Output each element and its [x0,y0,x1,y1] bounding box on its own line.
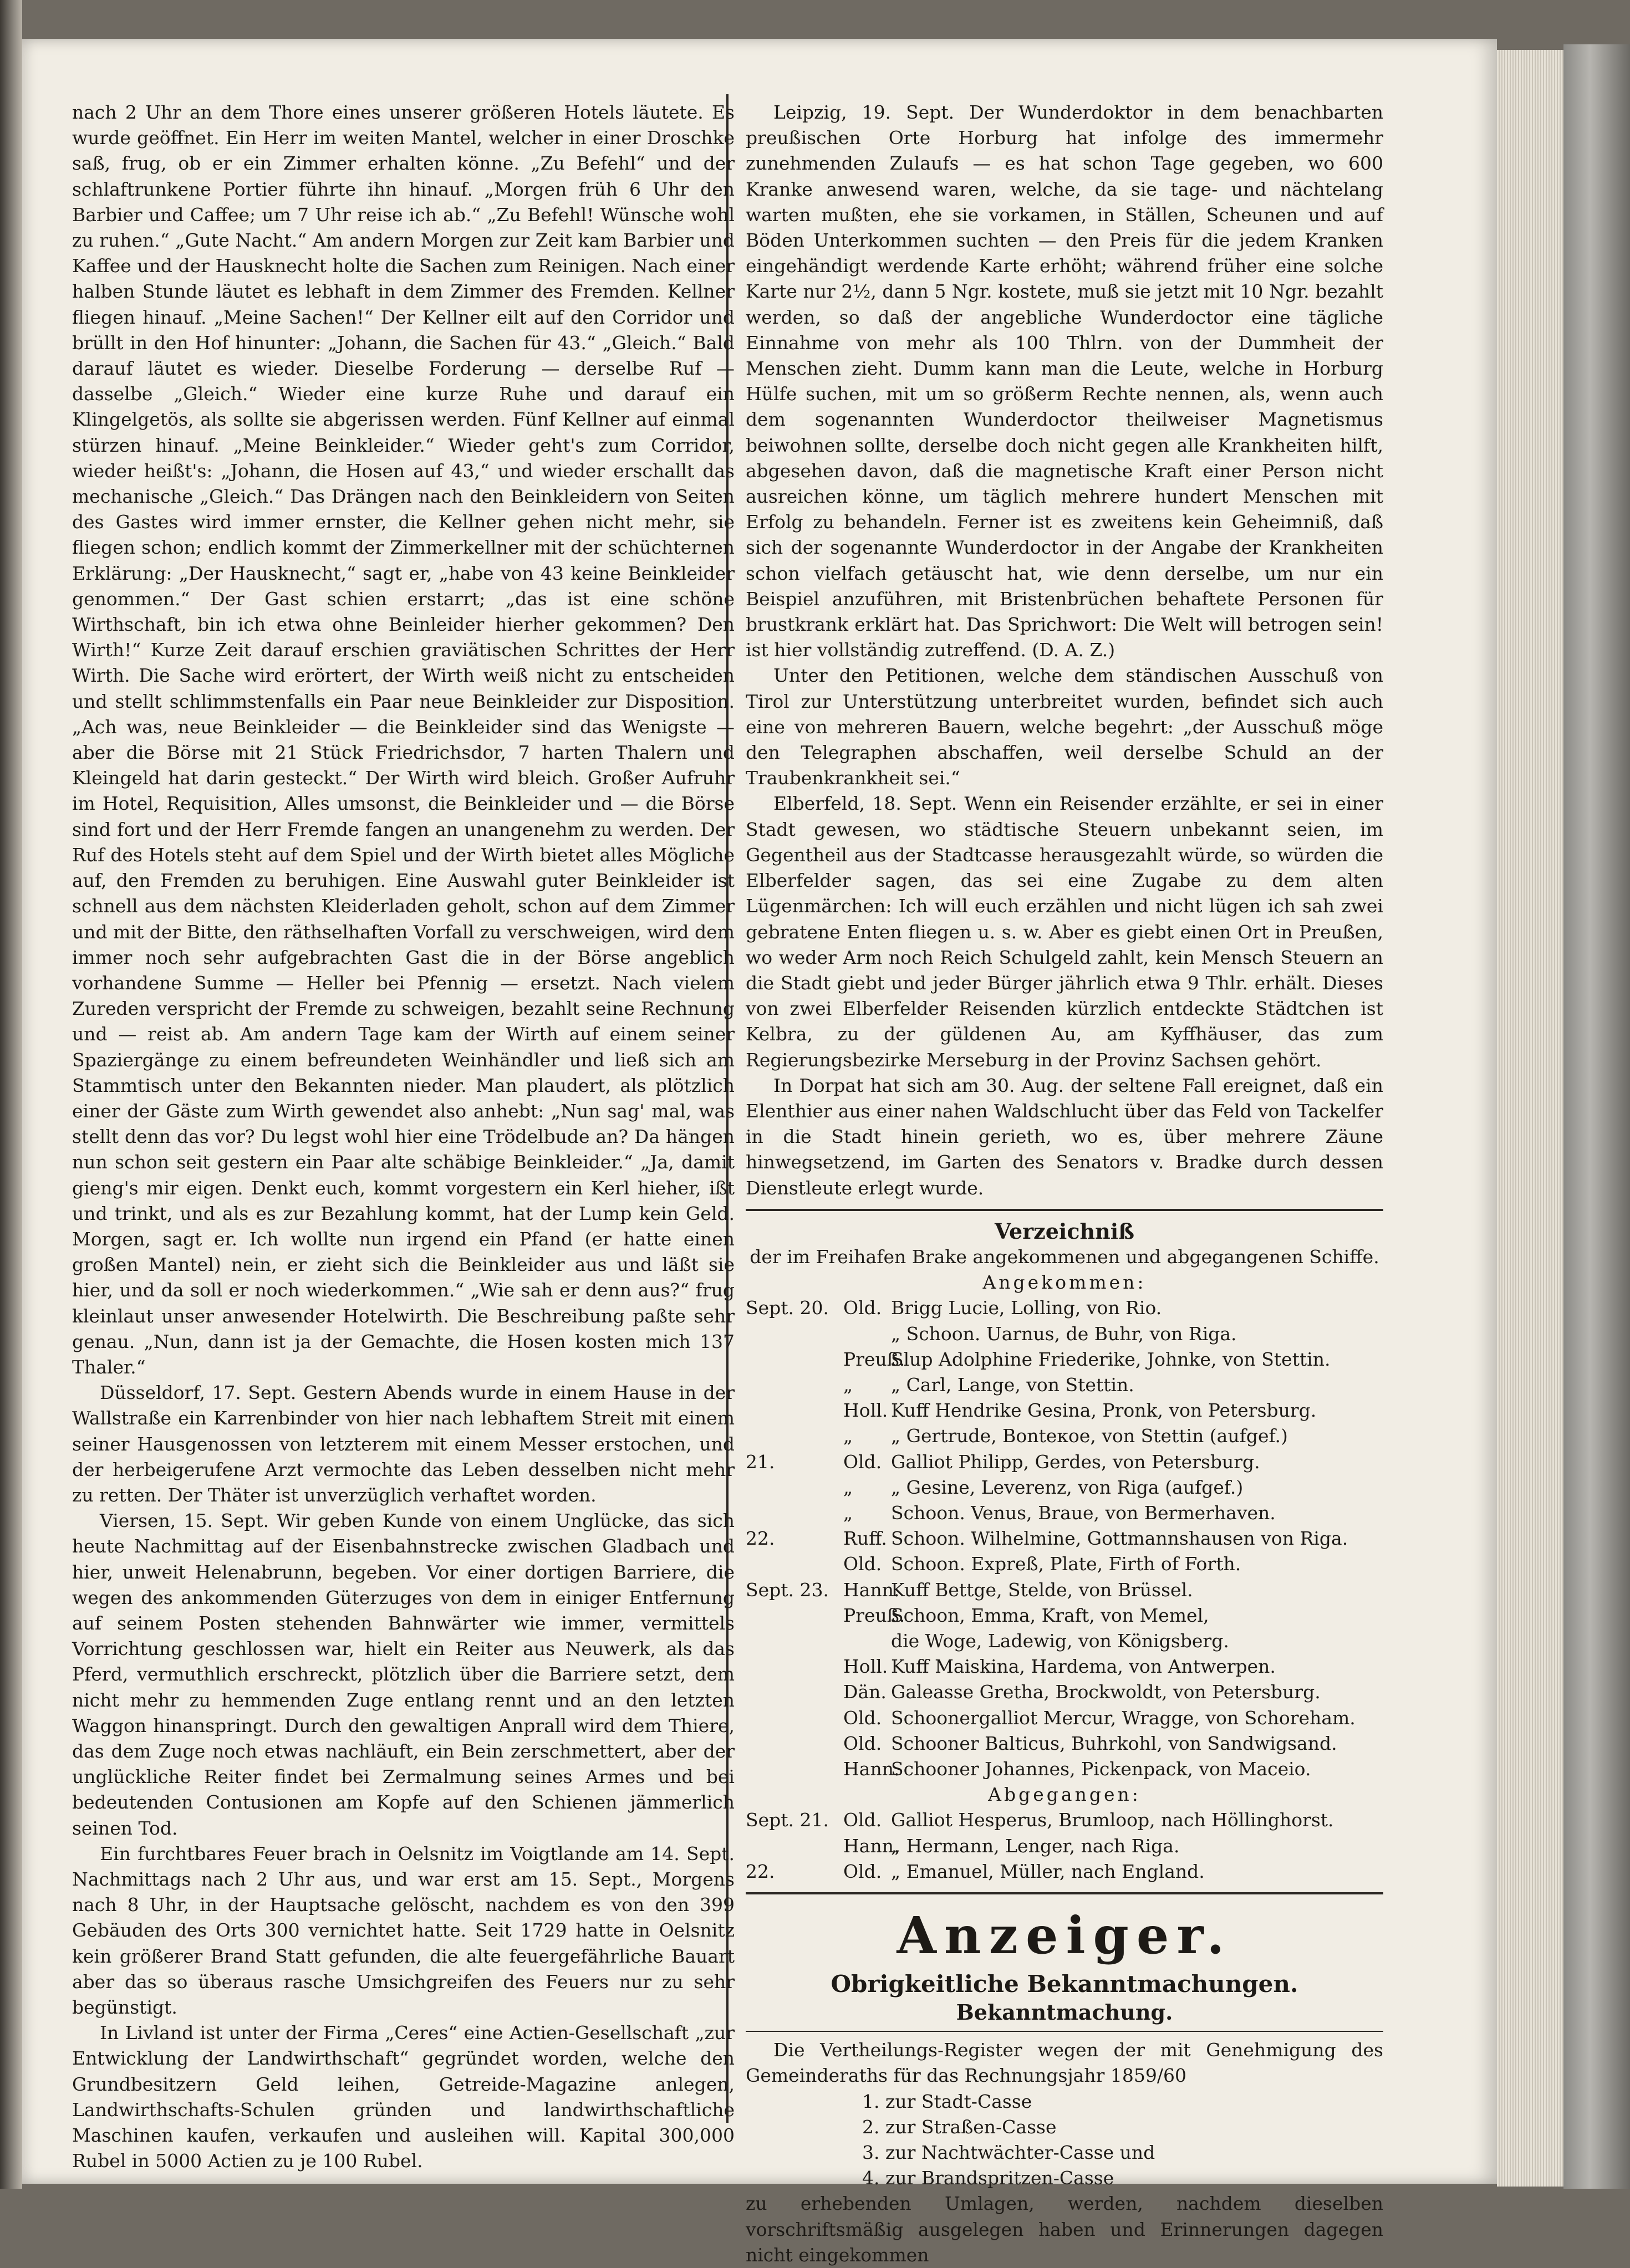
ship-flag: Old. [843,1553,882,1575]
ship-details: Galliot Hesperus, Brumloop, nach Höllinghorst. [891,1809,1334,1831]
ship-row [746,1833,1383,1859]
ship-date [746,1321,840,1347]
right-column [746,100,1383,2268]
departed-list [746,1807,1383,1884]
ship-row [746,1347,1383,1372]
ship-date [746,1679,840,1705]
article-elberfeld: Elberfeld, 18. Sept. Wenn ein Reisender erzählte, er sei in einer Stadt gewesen, wo städtische Steuern unbekannt seien, im Gegentheil aus der Stadtcasse herausgezahlt würde, so würden die Elberfelder sagen, das sei eine Zugabe zu dem alten Lügenmärchen: Ich will euch erzählen und nicht lügen ich sah zwei gebratene Enten fliegen u. s. w. Aber es giebt einen Ort in Preußen, wo weder Arm noch Reich Schulgeld zahlt, kein Mensch Steuern an die Stadt giebt und jeder Bürger jährlich etwa 9 Thlr. erhält. Dieses von zwei Elberfelder Reisenden kürzlich entdeckte Städtchen ist Kelbra, zu der güldenen Au, am Kyffhäuser, das zum Regierungsbezirke Merseburg in der Provinz Sachsen gehört. [746,793,1383,1071]
ship-details: Schoon. Wilhelmine, Gottmannshausen von Riga. [891,1528,1348,1550]
ship-flag: Old. [843,1732,882,1754]
ship-details: Schoon. Venus, Braue, von Bermerhaven. [891,1501,1276,1524]
article-oelsnitz-fire: Ein furchtbares Feuer brach in Oelsnitz im Voigtlande am 14. Sept. Nachmittags nach 2 Uhr aus, und war erst am 15. Sept., Morgens nach 8 Uhr, in der Hauptsache gelöscht, nachdem es von den 399 Gebäuden des Orts 300 vernichtet hatte. Seit 1729 hatte in Oelsnitz kein größerer Brand Statt gefunden, die alte feuergefährliche Bauart aber das so überaus rasche Umsichgreifen des Feuers nur zu sehr begünstigt. [72,1842,735,2019]
ship-flag: Old. [843,1809,882,1831]
ship-flag: Preuß. [843,1604,905,1626]
notice-items [746,2089,1383,2192]
arrived-label: Angekommen: [982,1271,1147,1294]
ship-row [746,1423,1383,1449]
ship-details: „ Gesine, Leverenz, von Riga (aufgef.) [891,1476,1244,1498]
ship-row [746,1475,1383,1500]
ship-date [746,1731,840,1756]
notice-item: 3. zur Nachtwächter-Casse und [862,2142,1155,2164]
ship-details: Kuff Hendrike Gesina, Pronk, von Petersburg. [891,1399,1317,1422]
ship-row [746,1756,1383,1782]
notice-item: 2. zur Straßen-Casse [862,2116,1057,2138]
ship-date [746,1347,840,1372]
anzeiger-title: Anzeiger. [896,1906,1232,1966]
ship-flag: Old. [843,1297,882,1319]
section-divider [746,1209,1383,1211]
left-column [72,100,735,2174]
ship-date [746,1398,840,1423]
ship-details: Galeasse Gretha, Brockwoldt, von Petersburg. [891,1681,1321,1703]
ship-row [746,1372,1383,1398]
ship-details: Schoonergalliot Mercur, Wragge, von Schoreham. [891,1707,1356,1729]
ship-register-title: Verzeichniß [994,1218,1135,1244]
ship-date: Sept. 20. [746,1297,829,1319]
ship-row [746,1321,1383,1347]
ship-date: 22. [746,1860,775,1882]
ship-details: Brigg Lucie, Lolling, von Rio. [891,1297,1162,1319]
ship-register-subtitle: der im Freihafen Brake angekommenen und abgegangenen Schiffe. [750,1245,1379,1268]
ship-details: Schooner Johannes, Pickenpack, von Maceio. [891,1758,1311,1780]
article-viersen: Viersen, 15. Sept. Wir geben Kunde von einem Unglücke, das sich heute Nachmittag auf der Eisenbahnstrecke zwischen Gladbach und hier, unweit Helenabrunn, begeben. Vor einer dortigen Barriere, die wegen des ankommenden Güterzuges von dem in einiger Entfernung auf seinem Posten stehenden Bahnwärter wie immer, vermittels Vorrichtung geschlossen war, hielt ein Reiter aus Neuwerk, als das Pferd, vermuthlich erschreckt, plötzlich über die Barriere setzt, dem nicht mehr zu hemmenden Zuge entlang rennt und an den letzten Waggon hinanspringt. Durch den gewaltigen Anprall wird dem Thiere, das dem Zuge noch etwas nachläuft, ein Bein zerschmettert, aber der unglückliche Reiter findet bei Zermalmung seines Armes und bei bedeutenden Contusionen am Kopfe auf den Schienen jämmerlich seinen Tod. [72,1510,735,1839]
ship-date [746,1423,840,1449]
ship-details: Kuff Maiskina, Hardema, von Antwerpen. [891,1656,1276,1678]
ship-flag: Holl. [843,1399,888,1422]
ship-row [746,1603,1383,1628]
ship-details: „ Schoon. Uarnus, de Buhr, von Riga. [891,1322,1237,1345]
ship-date: 22. [746,1528,775,1550]
ship-date [746,1833,840,1859]
ship-row [746,1679,1383,1705]
ship-date: 21. [746,1450,775,1473]
ship-date [746,1654,840,1679]
book-spine [0,0,22,2189]
arrived-list [746,1295,1383,1782]
article-leipzig: Leipzig, 19. Sept. Der Wunderdoktor in dem benachbarten preußischen Orte Horburg hat infolge des immermehr zunehmenden Zulaufs — es hat schon Tage gegeben, wo 600 Kranke anwesend waren, welche, da sie tage- und nächtelang warten mußten, ehe sie vorkamen, in Ställen, Scheunen und auf Böden Unterkommen suchten — den Preis für die jedem Kranken eingehändigt werdende Karte erhöht; während früher eine solche Karte nur 2½, dann 5 Ngr. kostete, muß sie jetzt mit 10 Ngr. bezahlt werden, so daß der angebliche Wunderdoctor eine tägliche Einnahme von mehr als 100 Thlrn. von der Dummheit der Menschen zieht. Dumm kann man die Leute, welche in Horburg Hülfe suchen, mit um so größerm Rechte nennen, als, wenn auch dem sogenannten Wunderdoctor theilweiser Magnetismus beiwohnen sollte, derselbe doch nicht gegen alle Krankheiten hilft, abgesehen davon, daß die magnetische Kraft einer Person nicht ausreichen könne, um täglich mehrere hundert Menschen mit Erfolg zu behandeln. Ferner ist es zweitens kein Geheimniß, daß sich der sogenannte Wunderdoctor in der Angabe der Krankheiten schon vielfach getäuscht hat, wie denn derselbe, um nur ein Beispiel anzuführen, mit Bristenbrüchen behaftete Personen für brustkrank erklärt hat. Das Sprichwort: Die Welt will betrogen sein! ist hier vollständig zutreffend. (D. A. Z.) [746,101,1383,661]
ship-details: „ Emanuel, Müller, nach England. [891,1860,1205,1882]
ship-flag: Hann. [843,1579,900,1601]
ship-date: Sept. 23. [746,1579,829,1601]
ship-row [746,1628,1383,1654]
ship-row [746,1295,1383,1321]
ship-details: Schoon, Emma, Kraft, von Memel, [891,1604,1209,1626]
ship-row [746,1577,1383,1603]
notice-outro: zu erhebenden Umlagen, werden, nachdem dieselben vorschriftsmäßig ausgelegen haben und Erinnerungen dagegen nicht eingekommen [746,2193,1383,2266]
ship-flag: Ruff. [843,1528,887,1550]
ship-row [746,1500,1383,1526]
ship-row [746,1807,1383,1833]
article-tirol: Unter den Petitionen, welche dem ständischen Ausschuß von Tirol zur Unterstützung unterbreitet wurden, befindet sich auch eine von mehreren Bauern, welche begehrt: „der Ausschuß möge den Telegraphen abschaffen, weil derselbe Schuld an der Traubenkrankheit sei.“ [746,665,1383,789]
ship-date [746,1551,840,1577]
ship-flag: Preuß. [843,1348,905,1370]
ship-flag: Old. [843,1707,882,1729]
ship-row [746,1705,1383,1731]
ship-flag: „ [843,1476,853,1498]
ship-date [746,1603,840,1628]
notice-title: Bekanntmachung. [956,2000,1173,2025]
ship-flag: Old. [843,1860,882,1882]
ship-details: „ Hermann, Lenger, nach Riga. [891,1835,1180,1857]
ship-row [746,1859,1383,1884]
ship-flag: „ [843,1373,853,1396]
ship-details: Schoon. Expreß, Plate, Firth of Forth. [891,1553,1241,1575]
ship-flag [843,1628,888,1654]
ship-details: „ Carl, Lange, von Stettin. [891,1373,1134,1396]
ship-row [746,1398,1383,1423]
notice-item: 4. zur Brandspritzen-Casse [862,2167,1114,2189]
ship-flag: Hann. [843,1835,900,1857]
ship-flag: Holl. [843,1656,888,1678]
ship-date: Sept. 21. [746,1809,829,1831]
ship-date [746,1628,840,1654]
article-dorpat: In Dorpat hat sich am 30. Aug. der seltene Fall ereignet, daß ein Elenthier aus einer nahen Waldschlucht über das Feld von Tackelfer in die Stadt hinein gerieth, wo es, über mehrere Zäune hinwegsetzend, im Garten des Senators v. Bradke durch dessen Dienstleute erlegt wurde. [746,1074,1383,1199]
notice-rule [746,2031,1383,2032]
ship-flag: „ [843,1425,853,1447]
ship-row [746,1526,1383,1551]
ship-details: die Woge, Ladewig, von Königsberg. [891,1630,1229,1652]
ship-details: Galliot Philipp, Gerdes, von Petersburg. [891,1450,1260,1473]
ship-details: Schooner Balticus, Buhrkohl, von Sandwigsand. [891,1732,1337,1754]
anzeiger-section: Obrigkeitliche Bekanntmachungen. [831,1970,1298,1998]
article-livland: In Livland ist unter der Firma „Ceres“ eine Actien-Gesellschaft „zur Entwicklung der Landwirthschaft“ gegründet worden, welche den Grundbesitzern Geld leihen, Getreide-Magazine anlegen, Landwirthschafts-Schulen gründen und landwirthschaftliche Maschinen kaufen, verkaufen und ausleihen will. Kapital 300,000 Rubel in 5000 Actien zu je 100 Rubel. [72,2022,735,2172]
article-hotel-story: nach 2 Uhr an dem Thore eines unserer größeren Hotels läutete. Es wurde geöffnet. Ein Herr im weiten Mantel, welcher in einer Droschke saß, frug, ob er ein Zimmer erhalten könne. „Zu Befehl“ und der schlaftrunkene Portier führte ihn hinauf. „Morgen früh 6 Uhr den Barbier und Caffee; um 7 Uhr reise ich ab.“ „Zu Befehl! Wünsche wohl zu ruhen.“ „Gute Nacht.“ Am andern Morgen zur Zeit kam Barbier und Kaffee und der Hausknecht holte die Sachen zum Reinigen. Nach einer halben Stunde läutet es lebhaft in dem Zimmer des Fremden. Kellner fliegen hinauf. „Meine Sachen!“ Der Kellner eilt auf den Corridor und brüllt in den Hof hinunter: „Johann, die Sachen für 43.“ „Gleich.“ Bald darauf läutet es wieder. Dieselbe Forderung — derselbe Ruf — dasselbe „Gleich.“ Wieder eine kurze Ruhe und darauf ein Klingelgetös, als sollte sie abgerissen werden. Fünf Kellner auf einmal stürzen hinauf. „Meine Beinkleider.“ Wieder geht's zum Corridor, wieder heißt's: „Johann, die Hosen auf 43,“ und wieder erschallt das mechanische „Gleich.“ Das Drängen nach den Beinkleidern von Seiten des Gastes wird immer ernster, die Kellner gehen nicht mehr, sie fliegen schon; endlich kommt der Zimmerkellner mit der schüchternen Erklärung: „Der Hausknecht,“ sagt er, „habe von 43 keine Beinkleider genommen.“ Der Gast schien erstarrt; „das ist eine schöne Wirthschaft, bin ich etwa ohne Beinleider hierher gekommen? Den Wirth!“ Kurze Zeit darauf erschien graviätischen Schrittes der Herr Wirth. Die Sache wird erörtert, der Wirth weiß nicht zu entscheiden und stellt schlimmstenfalls ein Paar neue Beinkleider zur Disposition. „Ach was, neue Beinkleider — die Beinkleider sind das Wenigste — aber die Börse mit 21 Stück Friedrichsdor, 7 harten Thalern und Kleingeld hat darin gesteckt.“ Der Wirth wird bleich. Großer Aufruhr im Hotel, Requisition, Alles umsonst, die Beinkleider und — die Börse sind fort und der Herr Fremde fangen an unangenehm zu werden. Der Ruf des Hotels steht auf dem Spiel und der Wirth bietet alles Mögliche auf, den Fremden zu beruhigen. Eine Auswahl guter Beinkleider ist schnell aus dem nächsten Kleiderladen geholt, schon auf dem Zimmer und mit der Bitte, den räthselhaften Vorfall zu verschweigen, wird dem immer noch sehr aufgebrachten Gast die in der Börse angeblich vorhandene Summe — Heller bei Pfennig — ersetzt. Nach vielem Zureden verspricht der Fremde zu schweigen, bezahlt seine Rechnung und — reist ab. Am andern Tage kam der Wirth auf einem seiner Spaziergänge zu einem befreundeten Weinhändler und ließ sich am Stammtisch unter den Bekannten nieder. Man plaudert, als plötzlich einer der Gäste zum Wirth gewendet also anhebt: „Nun sag' mal, was stellt denn das vor? Du legst wohl hier eine Trödelbude an? Da hängen nun schon seit gestern ein Paar alte schäbige Beinkleider.“ „Ja, damit gieng's mir eigen. Denkt euch, kommt vorgestern ein Kerl hieher, ißt und trinkt, und als es zur Bezahlung kommt, hat der Lump kein Geld. Morgen, sagt er. Ich wollte nun irgend ein Pfand (er hatte einen großen Mantel) nein, er zieht sich die Beinkleider aus und läßt sie hier, und da soll er noch wiederkommen.“ „Wie sah er denn aus?“ frug kleinlaut unser anwesender Hotelwirth. Die Beschreibung paßte sehr genau. „Nun, dann ist ja der Gemachte, die Hosen kosten mich 137 Thaler.“ [72,101,735,1378]
ship-details: „ Gertrude, Bonteкoe, von Stettin (aufgef.) [891,1425,1288,1447]
ship-flag: „ [843,1501,853,1524]
ship-date [746,1756,840,1782]
page-edges [1497,50,1563,2187]
ship-flag [843,1321,888,1347]
ship-date [746,1372,840,1398]
ship-details: Slup Adolphine Friederike, Johnke, von Stettin. [891,1348,1331,1370]
ship-row [746,1449,1383,1475]
notice-intro: Die Vertheilungs-Register wegen der mit Genehmigung des Gemeinderaths für das Rechnungsjahr 1859/60 [746,2039,1383,2087]
ship-row [746,1654,1383,1679]
anzeiger-divider [746,1892,1383,1894]
departed-label: Abgegangen: [988,1784,1141,1806]
ship-row [746,1731,1383,1756]
article-duesseldorf: Düsseldorf, 17. Sept. Gestern Abends wurde in einem Hause in der Wallstraße ein Karrenbinder von hier nach lebhaftem Streit mit einem seiner Hausgenossen von letzterem mit einem Messer erstochen, und der herbeigerufene Arzt vermochte das Leben desselben nicht mehr zu retten. Der Thäter ist unverzüglich verhaftet worden. [72,1382,735,1506]
notice-item: 1. zur Stadt-Casse [862,2090,1032,2112]
ship-date [746,1475,840,1500]
ship-flag: Dän. [843,1681,887,1703]
ship-flag: Old. [843,1450,882,1473]
ship-date [746,1500,840,1526]
ship-flag: Hann. [843,1758,900,1780]
ship-details: Kuff Bettge, Stelde, von Brüssel. [891,1579,1193,1601]
book-cover [1563,44,1630,2189]
ship-date [746,1705,840,1731]
ship-row [746,1551,1383,1577]
